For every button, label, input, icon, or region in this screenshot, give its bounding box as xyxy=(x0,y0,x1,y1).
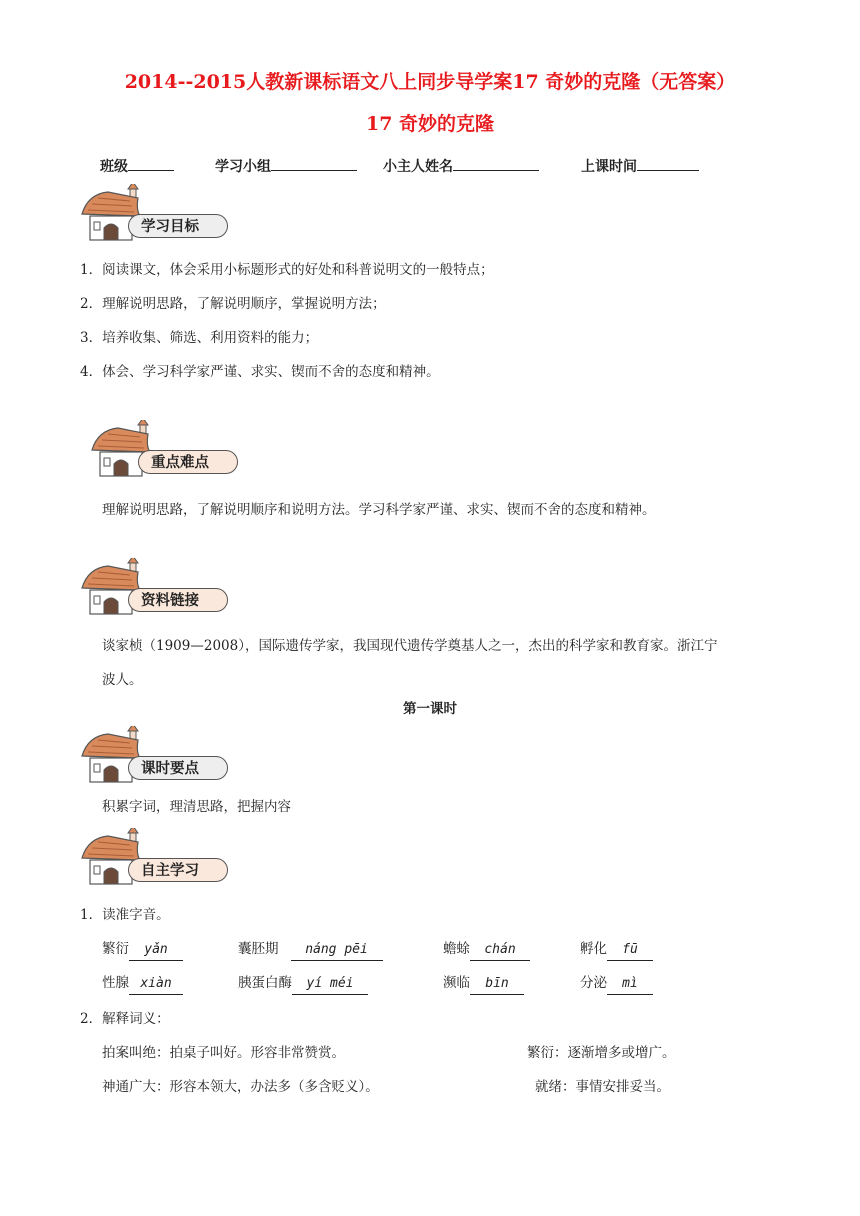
host-name-field[interactable] xyxy=(383,156,539,176)
class-time-label: 上课时间 xyxy=(581,159,637,175)
section-banner-key-points xyxy=(88,420,238,478)
section-banner-goals xyxy=(78,184,228,242)
pinyin-answer: yǎn xyxy=(129,940,183,961)
pinyin-entry xyxy=(580,973,653,995)
definition: 就绪：事情安排妥当。 xyxy=(535,1079,670,1095)
pinyin-entry xyxy=(580,939,653,961)
class-time-blank[interactable] xyxy=(637,156,699,171)
pinyin-entry xyxy=(238,973,368,995)
word: 蟾蜍 xyxy=(443,941,470,957)
word: 濒临 xyxy=(443,975,470,991)
pinyin-answer: yí méi xyxy=(292,974,368,995)
pinyin-answer: náng pēi xyxy=(291,940,383,961)
goal-item: 4．体会、学习科学家严谨、求实、锲而不舍的态度和精神。 xyxy=(80,364,440,380)
question-2: 2．解释词义： xyxy=(80,1011,170,1027)
links-text-line2: 波人。 xyxy=(102,672,143,688)
word: 分泌 xyxy=(580,975,607,991)
goal-item: 3．培养收集、筛选、利用资料的能力； xyxy=(80,330,319,346)
section-label-lesson-points: 课时要点 xyxy=(128,756,228,780)
key-points-text: 理解说明思路，了解说明顺序和说明方法。学习科学家严谨、求实、锲而不舍的态度和精神。 xyxy=(102,502,656,518)
pinyin-entry xyxy=(102,973,183,995)
goal-item: 1．阅读课文，体会采用小标题形式的好处和科普说明文的一般特点； xyxy=(80,262,494,278)
section-label-links: 资料链接 xyxy=(128,588,228,612)
pinyin-entry xyxy=(443,973,524,995)
pinyin-answer: bīn xyxy=(470,974,524,995)
class-time-field[interactable] xyxy=(581,156,699,176)
word: 孵化 xyxy=(580,941,607,957)
class-label: 班级 xyxy=(100,159,128,175)
definition: 神通广大：形容本领大，办法多（多含贬义）。 xyxy=(102,1079,379,1095)
host-name-label: 小主人姓名 xyxy=(383,159,453,175)
section-label-key-points: 重点难点 xyxy=(138,450,238,474)
section-banner-self-study xyxy=(78,828,228,886)
document-title: 2014--2015人教新课标语文八上同步导学案17 奇妙的克隆（无答案） xyxy=(124,71,736,93)
pinyin-entry xyxy=(102,939,183,961)
goal-item: 2．理解说明思路，了解说明顺序，掌握说明方法； xyxy=(80,296,386,312)
pinyin-answer: chán xyxy=(470,940,530,961)
section-banner-links xyxy=(78,558,228,616)
section-banner-lesson-points xyxy=(78,726,228,784)
word: 性腺 xyxy=(102,975,129,991)
pinyin-answer: mì xyxy=(607,974,653,995)
pinyin-answer: fū xyxy=(607,940,653,961)
question-1: 1．读准字音。 xyxy=(80,907,170,923)
word: 繁衍 xyxy=(102,941,129,957)
pinyin-entry xyxy=(443,939,530,961)
group-label: 学习小组 xyxy=(215,159,271,175)
group-blank[interactable] xyxy=(271,156,357,171)
word: 囊胚期 xyxy=(238,941,279,957)
word: 胰蛋白酶 xyxy=(238,975,292,991)
lesson-points-text: 积累字词，理清思路，把握内容 xyxy=(102,799,291,815)
links-text-line1: 谈家桢（1909—2008），国际遗传学家，我国现代遗传学奠基人之一，杰出的科学家和教育家。浙江宁 xyxy=(102,638,718,654)
class-field[interactable] xyxy=(100,156,174,176)
definition: 繁衍：逐渐增多或增广。 xyxy=(527,1045,676,1061)
pinyin-answer: xiàn xyxy=(129,974,183,995)
definition: 拍案叫绝：拍桌子叫好。形容非常赞赏。 xyxy=(102,1045,345,1061)
section-label-self-study: 自主学习 xyxy=(128,858,228,882)
group-field[interactable] xyxy=(215,156,357,176)
lesson-title: 第一课时 xyxy=(403,701,457,717)
section-label-goals: 学习目标 xyxy=(128,214,228,238)
host-name-blank[interactable] xyxy=(453,156,539,171)
document-subtitle: 17 奇妙的克隆 xyxy=(365,113,495,135)
class-blank[interactable] xyxy=(128,156,174,171)
pinyin-entry xyxy=(238,939,383,961)
